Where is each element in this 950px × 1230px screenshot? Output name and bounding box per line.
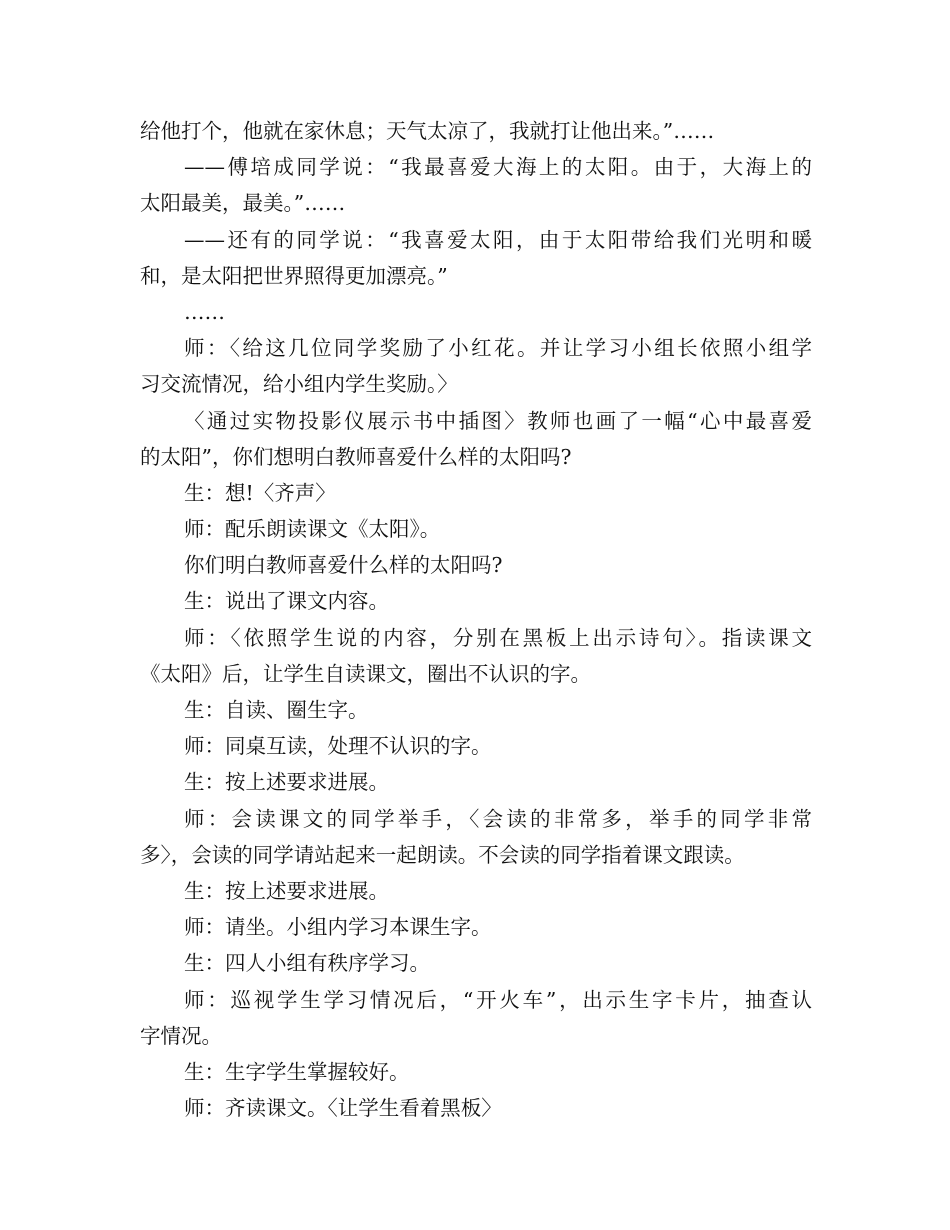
text-line: 生：生字学生掌握较好。	[184, 1059, 410, 1084]
text-line: 多〉，会读的同学请站起来一起朗读。不会读的同学指着课文跟读。	[140, 842, 745, 867]
text-line: 师：会读课文的同学举手，〈会读的非常多，举手的同学非常	[184, 806, 812, 831]
text-line: ……	[184, 299, 225, 324]
text-line: 的太阳”，你们想明白教师喜爱什么样的太阳吗?	[140, 444, 572, 469]
text-line: 给他打个，他就在家休息；天气太凉了，我就打让他出来。”……	[140, 119, 715, 143]
text-line: 师：请坐。小组内学习本课生字。	[184, 915, 492, 940]
text-line: 生：按上述要求进展。	[184, 770, 389, 795]
text-line: 你们明白教师喜爱什么样的太阳吗?	[184, 553, 503, 578]
text-line: 太阳最美，最美。”……	[140, 191, 346, 216]
text-line: 生：四人小组有秩序学习。	[184, 951, 430, 976]
text-line: 师：〈依照学生说的内容，分别在黑板上出示诗句〉。指读课文	[184, 625, 812, 650]
text-line: 《太阳》后，让学生自读课文，圈出不认识的字。	[140, 661, 591, 686]
text-line: ——还有的同学说：“我喜爱太阳，由于太阳带给我们光明和暖	[184, 227, 812, 252]
text-line: 习交流情况，给小组内学生奖励。〉	[140, 372, 458, 397]
text-line: ——傅培成同学说：“我最喜爱大海上的太阳。由于，大海上的	[184, 155, 812, 180]
text-line: 生：想!〈齐声〉	[184, 480, 336, 505]
text-line: 字情况。	[140, 1023, 222, 1048]
text-line: 和，是太阳把世界照得更加漂亮。”	[140, 263, 448, 288]
text-line: 师：〈给这几位同学奖励了小红花。并让学习小组长依照小组学	[184, 336, 812, 361]
text-line: 生：按上述要求进展。	[184, 878, 389, 903]
text-line: 师：齐读课文。〈让学生看着黑板〉	[184, 1096, 502, 1121]
document-body	[140, 113, 812, 1126]
text-line: 生：自读、圈生字。	[184, 698, 369, 722]
text-line: 生：说出了课文内容。	[184, 589, 389, 614]
text-line: 师：同桌互读，处理不认识的字。	[184, 734, 492, 759]
text-line: 师：巡视学生学习情况后，“开火车”，出示生字卡片，抽查认	[184, 987, 812, 1012]
text-line: 师：配乐朗读课文《太阳》。	[184, 517, 441, 542]
text-line: 〈通过实物投影仪展示书中插图〉教师也画了一幅“心中最喜爱	[184, 408, 812, 433]
